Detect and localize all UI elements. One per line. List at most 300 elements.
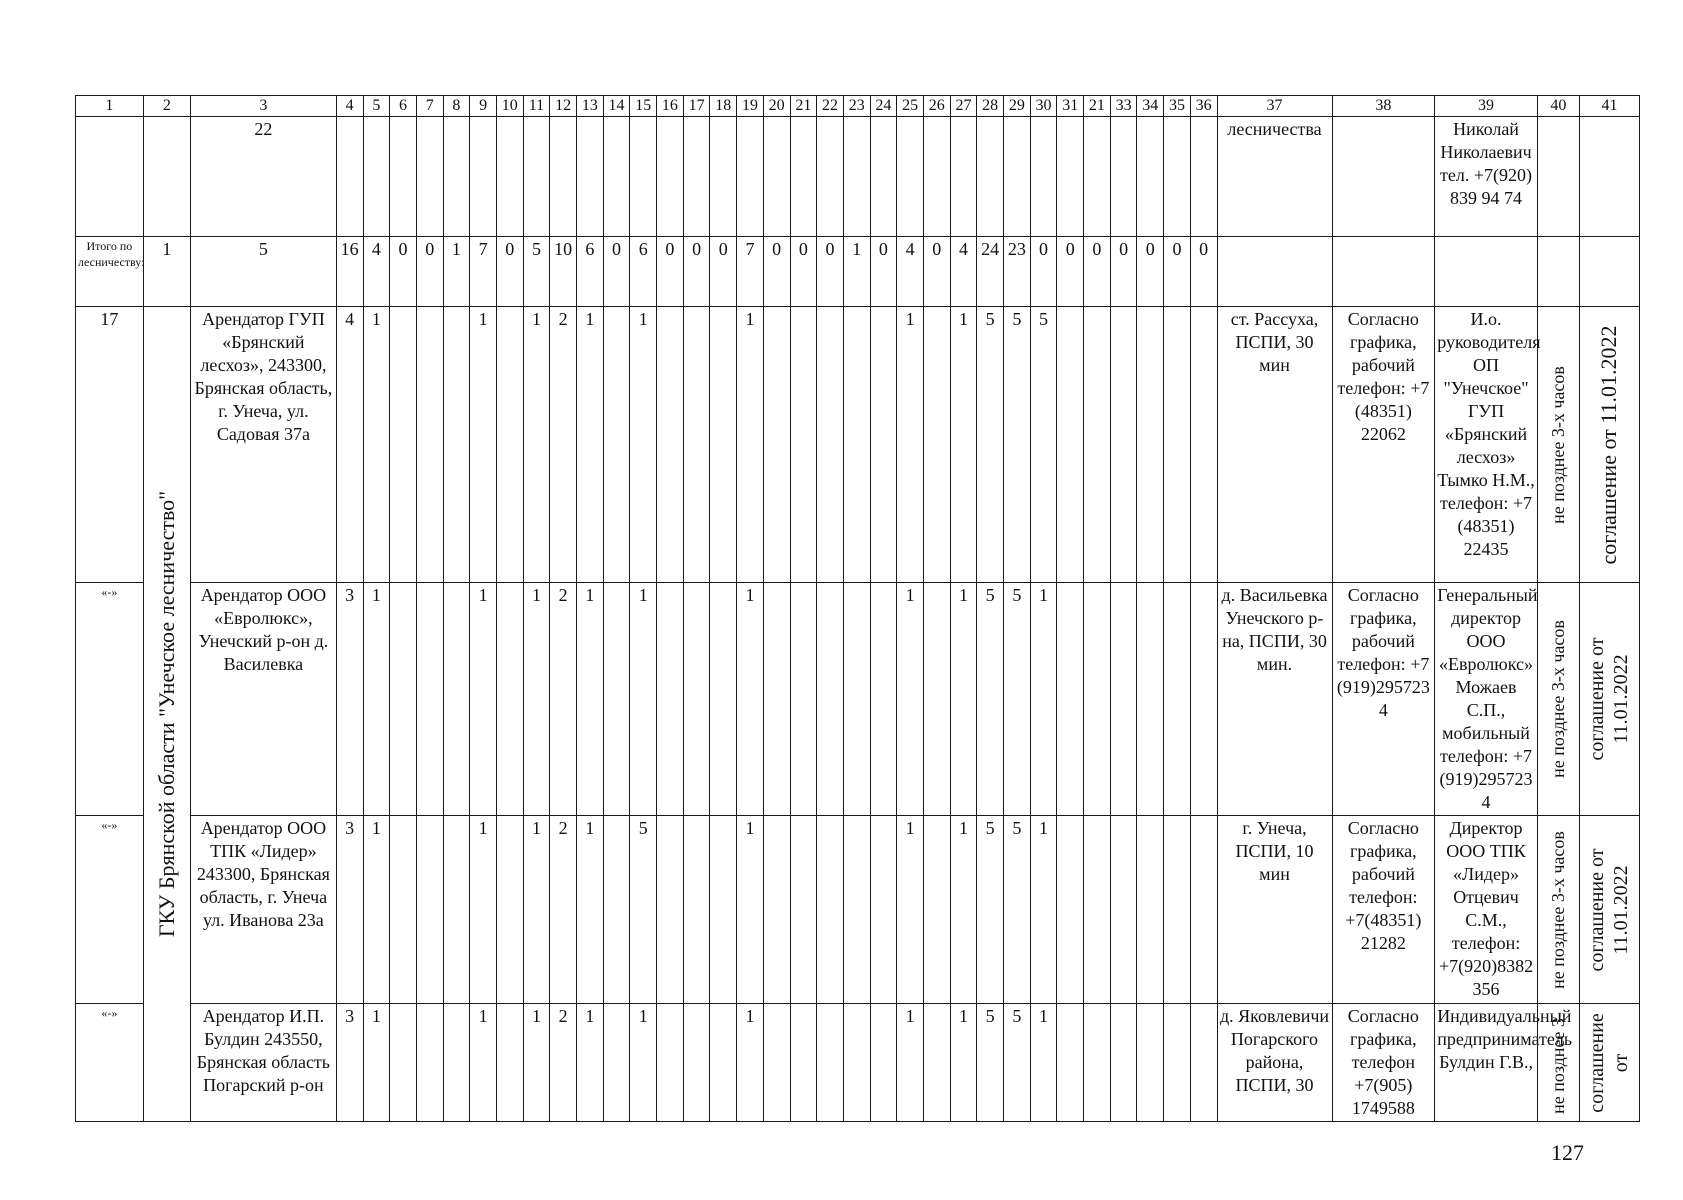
cell-count <box>790 117 817 237</box>
cell-count <box>496 117 523 237</box>
cell-count <box>1084 117 1111 237</box>
total-count: 1 <box>843 237 870 307</box>
agreement-cell-text: соглашение от 11.01.2022 <box>1596 325 1622 564</box>
cell-count <box>683 117 710 237</box>
count-cell <box>1110 816 1137 1004</box>
count-cell <box>1110 583 1137 816</box>
column-number: 3 <box>191 96 337 117</box>
column-number: 10 <box>496 96 523 117</box>
count-cell <box>790 816 817 1004</box>
column-number: 17 <box>683 96 710 117</box>
count-cell: 1 <box>523 816 550 1004</box>
column-number: 18 <box>710 96 737 117</box>
deadline-cell <box>1537 307 1579 583</box>
count-cell: 5 <box>977 583 1004 816</box>
row-number: «-» <box>76 1004 144 1122</box>
cell-count <box>923 117 950 237</box>
count-cell: 5 <box>1030 307 1057 583</box>
count-cell: 2 <box>550 1004 577 1122</box>
deadline-cell <box>1537 1004 1579 1122</box>
cell-location: лесничества <box>1217 117 1332 237</box>
total-count: 10 <box>550 237 577 307</box>
count-cell <box>1057 816 1084 1004</box>
count-cell <box>603 1004 630 1122</box>
total-count: 0 <box>1057 237 1084 307</box>
cell-count <box>523 117 550 237</box>
column-number: 20 <box>763 96 790 117</box>
cell-count <box>950 117 977 237</box>
count-cell: 1 <box>897 816 924 1004</box>
count-cell <box>443 1004 470 1122</box>
column-number: 22 <box>817 96 844 117</box>
location-cell: ст. Рассуха, ПСПИ, 30 мин <box>1217 307 1332 583</box>
column-number: 1 <box>76 96 144 117</box>
count-cell: 1 <box>363 307 390 583</box>
column-number-row <box>76 96 1640 117</box>
column-number: 6 <box>390 96 417 117</box>
count-cell <box>923 583 950 816</box>
cell-count <box>577 117 604 237</box>
count-cell <box>710 307 737 583</box>
count-cell <box>390 1004 417 1122</box>
count-cell <box>443 583 470 816</box>
count-cell: 1 <box>577 1004 604 1122</box>
count-cell <box>496 307 523 583</box>
count-cell <box>390 816 417 1004</box>
count-cell: 1 <box>363 816 390 1004</box>
agreement-line-2: 11.01.2022 <box>1610 654 1633 744</box>
column-number: 19 <box>737 96 764 117</box>
count-cell <box>1164 816 1191 1004</box>
total-count: 0 <box>496 237 523 307</box>
total-count: 0 <box>1190 237 1217 307</box>
cell-empty <box>1537 237 1579 307</box>
total-count: 0 <box>683 237 710 307</box>
count-cell: 4 <box>336 307 363 583</box>
tenant-address: Арендатор И.П. Булдин 243550, Брянская область Погарский р-он <box>191 1004 337 1122</box>
count-cell: 2 <box>550 307 577 583</box>
column-number: 33 <box>1110 96 1137 117</box>
count-cell <box>657 816 684 1004</box>
deadline-cell <box>1537 816 1579 1004</box>
cell-count <box>1164 117 1191 237</box>
column-number: 39 <box>1435 96 1538 117</box>
cell-empty <box>1537 117 1579 237</box>
count-cell: 5 <box>1004 583 1031 816</box>
total-count: 0 <box>1084 237 1111 307</box>
count-cell: 5 <box>1004 1004 1031 1122</box>
schedule-cell: Согласно графика, рабочий телефон: +7 (919)295723 4 <box>1332 583 1435 816</box>
cell-count <box>363 117 390 237</box>
column-number: 8 <box>443 96 470 117</box>
count-cell <box>390 307 417 583</box>
tenant-address: Арендатор ГУП «Брянский лесхоз», 243300, Брянская область, г. Унеча, ул. Садовая 37а <box>191 307 337 583</box>
total-count: 5 <box>523 237 550 307</box>
cell-count <box>630 117 657 237</box>
total-count: 16 <box>336 237 363 307</box>
cell-count <box>1137 117 1164 237</box>
count-cell <box>843 307 870 583</box>
row-number: «-» <box>76 816 144 1004</box>
cell-count <box>603 117 630 237</box>
column-number: 14 <box>603 96 630 117</box>
count-cell: 3 <box>336 816 363 1004</box>
count-cell <box>817 307 844 583</box>
count-cell: 5 <box>977 307 1004 583</box>
total-count: 1 <box>443 237 470 307</box>
count-cell <box>923 307 950 583</box>
count-cell <box>763 816 790 1004</box>
total-count: 24 <box>977 237 1004 307</box>
count-cell: 1 <box>950 1004 977 1122</box>
count-cell <box>1057 307 1084 583</box>
column-number: 11 <box>523 96 550 117</box>
agreement-cell-text <box>1585 638 1633 761</box>
deadline-cell-text: не позднее 3-х часов <box>1548 830 1569 989</box>
column-number: 23 <box>843 96 870 117</box>
count-cell: 1 <box>577 816 604 1004</box>
count-cell <box>923 1004 950 1122</box>
cell-empty <box>1332 237 1435 307</box>
count-cell: 1 <box>950 816 977 1004</box>
forestry-table <box>75 95 1640 1122</box>
count-cell: 5 <box>977 816 1004 1004</box>
count-cell: 1 <box>1030 1004 1057 1122</box>
count-cell <box>416 1004 443 1122</box>
count-cell <box>683 816 710 1004</box>
count-cell <box>1084 1004 1111 1122</box>
cell-count <box>1030 117 1057 237</box>
forestry-name <box>143 307 190 1122</box>
tenant-address: Арендатор ООО «Евролюкс», Унечский р-он д. Василевка <box>191 583 337 816</box>
count-cell: 1 <box>363 1004 390 1122</box>
count-cell: 1 <box>363 583 390 816</box>
column-number: 36 <box>1190 96 1217 117</box>
column-number: 21 <box>790 96 817 117</box>
count-cell <box>416 583 443 816</box>
total-count: 0 <box>790 237 817 307</box>
count-cell <box>443 307 470 583</box>
count-cell: 3 <box>336 1004 363 1122</box>
column-number: 15 <box>630 96 657 117</box>
count-cell <box>790 583 817 816</box>
agreement-line-1: соглашение <box>1586 1012 1609 1113</box>
column-number: 7 <box>416 96 443 117</box>
location-cell: д. Яковлевичи Погарского района, ПСПИ, 30 <box>1217 1004 1332 1122</box>
agreement-line-1: соглашение от <box>1586 637 1609 761</box>
column-number: 38 <box>1332 96 1435 117</box>
page-number: 127 <box>1551 1140 1584 1165</box>
cell-empty <box>76 117 144 237</box>
contact-cell: Индивидуальный предприниматель Булдин Г.В., <box>1435 1004 1538 1122</box>
cell-count <box>1190 117 1217 237</box>
count-cell: 1 <box>470 583 497 816</box>
count-cell: 1 <box>470 1004 497 1122</box>
total-count: 0 <box>1164 237 1191 307</box>
count-cell <box>1137 1004 1164 1122</box>
contact-cell: И.о. руководителя ОП "Унечское" ГУП «Брянский лесхоз» Тымко Н.М., телефон: +7 (48351) 22435 <box>1435 307 1538 583</box>
total-col-3: 5 <box>191 237 337 307</box>
tenant-row <box>76 307 1640 583</box>
count-cell: 1 <box>523 583 550 816</box>
agreement-cell <box>1579 816 1639 1004</box>
count-cell <box>496 816 523 1004</box>
count-cell: 3 <box>336 583 363 816</box>
agreement-cell <box>1579 307 1639 583</box>
cell-count <box>737 117 764 237</box>
count-cell <box>683 1004 710 1122</box>
column-number: 2 <box>143 96 190 117</box>
cell-count <box>897 117 924 237</box>
column-number: 5 <box>363 96 390 117</box>
total-count: 0 <box>1110 237 1137 307</box>
deadline-cell <box>1537 583 1579 816</box>
total-count: 0 <box>1137 237 1164 307</box>
total-count: 6 <box>630 237 657 307</box>
total-count: 23 <box>1004 237 1031 307</box>
continuation-row <box>76 117 1640 237</box>
count-cell <box>496 583 523 816</box>
cell-count <box>763 117 790 237</box>
count-cell <box>1084 816 1111 1004</box>
count-cell: 1 <box>630 1004 657 1122</box>
count-cell <box>763 583 790 816</box>
count-cell <box>870 816 897 1004</box>
column-number: 37 <box>1217 96 1332 117</box>
total-count: 7 <box>470 237 497 307</box>
count-cell <box>790 1004 817 1122</box>
cell-count <box>870 117 897 237</box>
cell-count <box>443 117 470 237</box>
count-cell: 1 <box>737 307 764 583</box>
count-cell: 1 <box>577 307 604 583</box>
count-cell: 1 <box>470 816 497 1004</box>
count-cell <box>603 583 630 816</box>
count-cell <box>870 307 897 583</box>
forestry-name-text: ГКУ Брянской области "Унечское лесничество" <box>153 490 179 938</box>
location-cell: г. Унеча, ПСПИ, 10 мин <box>1217 816 1332 1004</box>
column-number: 41 <box>1579 96 1639 117</box>
column-number: 26 <box>923 96 950 117</box>
cell-empty <box>1579 237 1639 307</box>
count-cell <box>1164 1004 1191 1122</box>
agreement-cell-text <box>1585 848 1633 971</box>
total-count: 4 <box>897 237 924 307</box>
column-number: 24 <box>870 96 897 117</box>
agreement-line-2: 11.01.2022 <box>1610 864 1633 955</box>
count-cell <box>1190 1004 1217 1122</box>
column-number: 31 <box>1057 96 1084 117</box>
total-count: 0 <box>603 237 630 307</box>
count-cell <box>1057 1004 1084 1122</box>
cell-empty <box>1332 117 1435 237</box>
count-cell <box>1137 307 1164 583</box>
column-number: 34 <box>1137 96 1164 117</box>
deadline-cell-text: не позднее 3- <box>1548 1011 1569 1114</box>
count-cell <box>763 1004 790 1122</box>
count-cell: 1 <box>897 583 924 816</box>
count-cell: 1 <box>950 307 977 583</box>
count-cell: 1 <box>470 307 497 583</box>
count-cell <box>496 1004 523 1122</box>
count-cell: 2 <box>550 583 577 816</box>
count-cell: 1 <box>737 583 764 816</box>
tenant-address: Арендатор ООО ТПК «Лидер» 243300, Брянская область, г. Унеча ул. Иванова 23а <box>191 816 337 1004</box>
total-count: 0 <box>923 237 950 307</box>
cell-count <box>1110 117 1137 237</box>
total-count: 4 <box>363 237 390 307</box>
cell-count <box>470 117 497 237</box>
count-cell <box>1190 816 1217 1004</box>
count-cell <box>1057 583 1084 816</box>
schedule-cell: Согласно графика, рабочий телефон: +7 (48351) 22062 <box>1332 307 1435 583</box>
tenant-row <box>76 583 1640 816</box>
count-cell <box>1190 307 1217 583</box>
total-label: Итого по лесничеству: <box>76 237 144 307</box>
agreement-line-2: от <box>1610 1053 1633 1072</box>
schedule-cell: Согласно графика, телефон +7(905) 1749588 <box>1332 1004 1435 1122</box>
total-count: 6 <box>577 237 604 307</box>
count-cell: 1 <box>897 1004 924 1122</box>
count-cell <box>817 816 844 1004</box>
cell-empty <box>1579 117 1639 237</box>
count-cell <box>817 583 844 816</box>
count-cell: 2 <box>550 816 577 1004</box>
count-cell <box>710 816 737 1004</box>
count-cell <box>870 1004 897 1122</box>
cell-count <box>710 117 737 237</box>
count-cell: 5 <box>630 816 657 1004</box>
cell-empty <box>1435 237 1538 307</box>
column-number: 12 <box>550 96 577 117</box>
cell-count <box>336 117 363 237</box>
total-count: 0 <box>870 237 897 307</box>
cell-address: 22 <box>191 117 337 237</box>
count-cell: 1 <box>523 307 550 583</box>
count-cell <box>843 816 870 1004</box>
location-cell: д. Васильевка Унечского р-на, ПСПИ, 30 мин. <box>1217 583 1332 816</box>
total-count: 4 <box>950 237 977 307</box>
deadline-cell-text: не позднее 3-х часов <box>1548 365 1569 524</box>
total-col-2: 1 <box>143 237 190 307</box>
count-cell <box>657 583 684 816</box>
column-number: 27 <box>950 96 977 117</box>
count-cell <box>790 307 817 583</box>
count-cell <box>710 1004 737 1122</box>
contact-cell: Генеральный директор ООО «Евролюкс» Можаев С.П., мобильный телефон: +7 (919)295723 4 <box>1435 583 1538 816</box>
cell-empty <box>1217 237 1332 307</box>
count-cell <box>683 583 710 816</box>
count-cell: 5 <box>977 1004 1004 1122</box>
count-cell <box>843 583 870 816</box>
column-number: 35 <box>1164 96 1191 117</box>
count-cell <box>843 1004 870 1122</box>
cell-count <box>1004 117 1031 237</box>
count-cell <box>1164 307 1191 583</box>
count-cell <box>416 816 443 1004</box>
cell-count <box>843 117 870 237</box>
row-number: 17 <box>76 307 144 583</box>
row-number: «-» <box>76 583 144 816</box>
count-cell <box>657 307 684 583</box>
count-cell <box>1110 307 1137 583</box>
column-number: 25 <box>897 96 924 117</box>
total-count: 0 <box>390 237 417 307</box>
count-cell: 1 <box>897 307 924 583</box>
column-number: 21 <box>1084 96 1111 117</box>
total-count: 0 <box>657 237 684 307</box>
total-count: 0 <box>1030 237 1057 307</box>
count-cell <box>923 816 950 1004</box>
column-number: 28 <box>977 96 1004 117</box>
total-count: 0 <box>763 237 790 307</box>
total-count: 0 <box>817 237 844 307</box>
count-cell: 1 <box>1030 583 1057 816</box>
count-cell <box>1084 307 1111 583</box>
column-number: 9 <box>470 96 497 117</box>
count-cell <box>817 1004 844 1122</box>
cell-count <box>416 117 443 237</box>
total-count: 7 <box>737 237 764 307</box>
cell-count <box>657 117 684 237</box>
count-cell <box>603 816 630 1004</box>
count-cell: 1 <box>737 1004 764 1122</box>
cell-count <box>550 117 577 237</box>
count-cell: 5 <box>1004 307 1031 583</box>
count-cell <box>416 307 443 583</box>
column-number: 40 <box>1537 96 1579 117</box>
column-number: 30 <box>1030 96 1057 117</box>
count-cell: 5 <box>1004 816 1031 1004</box>
column-number: 16 <box>657 96 684 117</box>
cell-count <box>817 117 844 237</box>
count-cell <box>443 816 470 1004</box>
agreement-cell <box>1579 583 1639 816</box>
cell-count <box>1057 117 1084 237</box>
count-cell: 1 <box>630 583 657 816</box>
count-cell <box>390 583 417 816</box>
count-cell <box>710 583 737 816</box>
count-cell <box>657 1004 684 1122</box>
total-count: 0 <box>416 237 443 307</box>
count-cell: 1 <box>577 583 604 816</box>
count-cell: 1 <box>523 1004 550 1122</box>
tenant-row <box>76 816 1640 1004</box>
column-number: 4 <box>336 96 363 117</box>
count-cell <box>683 307 710 583</box>
count-cell: 1 <box>950 583 977 816</box>
count-cell: 1 <box>1030 816 1057 1004</box>
agreement-cell-text <box>1585 1013 1633 1112</box>
schedule-cell: Согласно графика, рабочий телефон: +7(48351) 21282 <box>1332 816 1435 1004</box>
count-cell <box>1110 1004 1137 1122</box>
count-cell: 1 <box>737 816 764 1004</box>
count-cell <box>870 583 897 816</box>
count-cell <box>1084 583 1111 816</box>
count-cell <box>1190 583 1217 816</box>
count-cell <box>1164 583 1191 816</box>
deadline-cell-text: не позднее 3-х часов <box>1548 620 1569 778</box>
column-number: 13 <box>577 96 604 117</box>
cell-count <box>977 117 1004 237</box>
count-cell <box>603 307 630 583</box>
cell-contact: Николай Николаевич тел. +7(920) 839 94 74 <box>1435 117 1538 237</box>
contact-cell: Директор ООО ТПК «Лидер» Отцевич С.М., телефон: +7(920)8382 356 <box>1435 816 1538 1004</box>
column-number: 29 <box>1004 96 1031 117</box>
count-cell: 1 <box>630 307 657 583</box>
tenant-row <box>76 1004 1640 1122</box>
count-cell <box>1137 583 1164 816</box>
